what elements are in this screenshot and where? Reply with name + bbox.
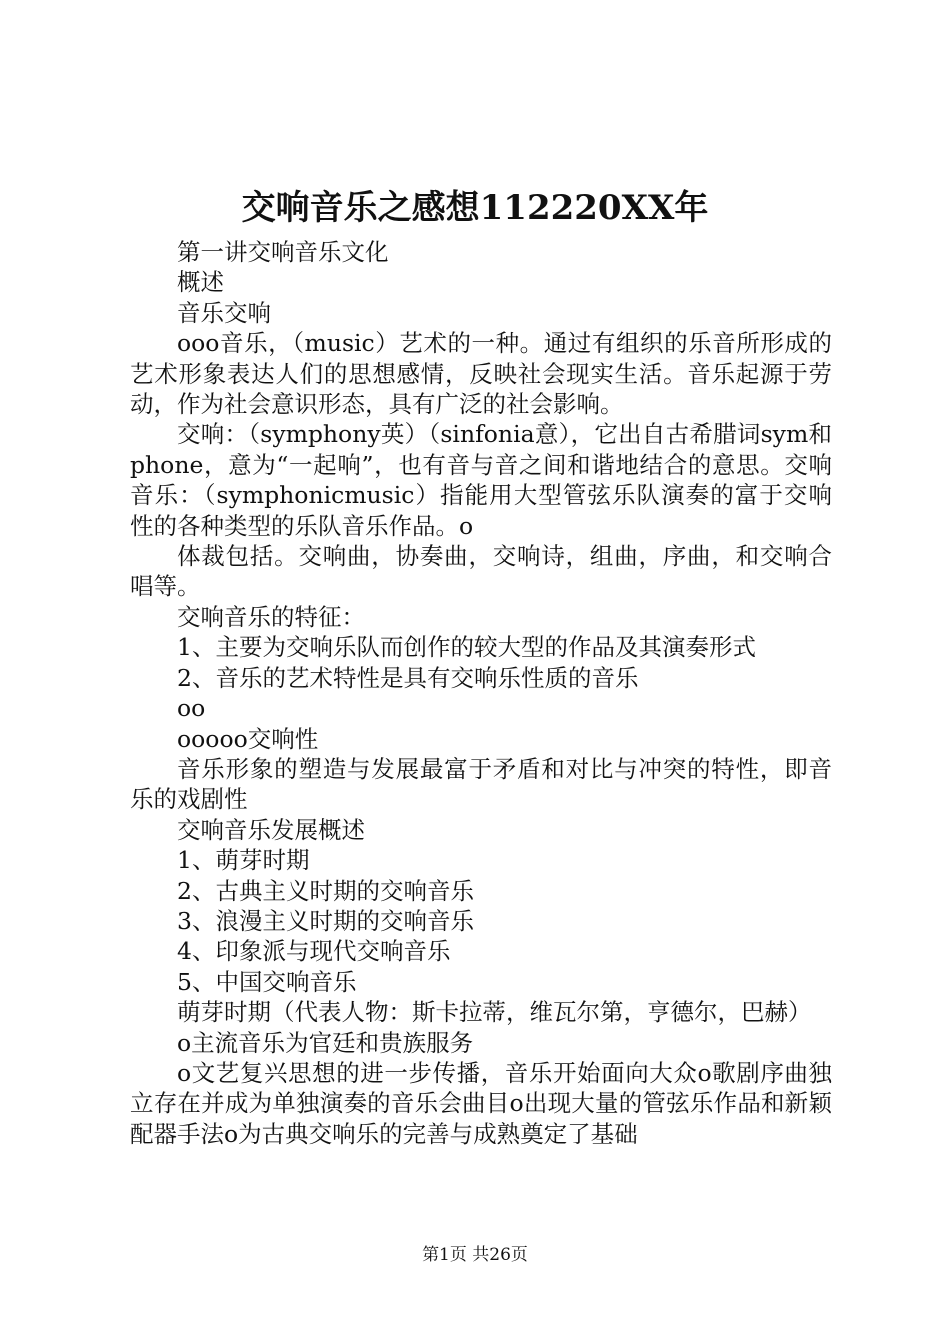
paragraph: 交响：（symphony英）（sinfonia意），它出自古希腊词sym和phone，意为“一起响”，也有音与音之间和谐地结合的意思。交响音乐：（symphonicmusic）指能用大型管弦乐队演奏的富于交响性的各种类型的乐队音乐作品。o bbox=[130, 420, 832, 540]
paragraph: ooo音乐，（music）艺术的一种。通过有组织的乐音所形成的艺术形象表达人们的思想感情，反映社会现实生活。音乐起源于劳动，作为社会意识形态，具有广泛的社会影响。 bbox=[130, 329, 832, 419]
paragraph: o文艺复兴思想的进一步传播，音乐开始面向大众o歌剧序曲独立存在并成为单独演奏的音乐会曲目o出现大量的管弦乐作品和新颖配器手法o为古典交响乐的完善与成熟奠定了基础 bbox=[130, 1058, 832, 1148]
paragraph: oo bbox=[177, 694, 206, 723]
paragraph: 交响音乐的特征： bbox=[177, 602, 365, 631]
page-footer: 第1页 共26页 bbox=[422, 1245, 528, 1265]
paragraph: 5、中国交响音乐 bbox=[177, 967, 357, 996]
paragraph: 4、印象派与现代交响音乐 bbox=[177, 937, 451, 966]
paragraph: 1、主要为交响乐队而创作的较大型的作品及其演奏形式 bbox=[177, 633, 756, 662]
paragraph: 萌芽时期（代表人物：斯卡拉蒂，维瓦尔第，亨德尔，巴赫） bbox=[177, 998, 812, 1027]
paragraph: ooooo交响性 bbox=[177, 724, 319, 753]
paragraph: o主流音乐为官廷和贵族服务 bbox=[177, 1028, 474, 1057]
paragraph: 概述 bbox=[177, 268, 224, 297]
document-title: 交响音乐之感想112220XX年 bbox=[241, 188, 709, 228]
paragraph: 3、浪漫主义时期的交响音乐 bbox=[177, 906, 474, 935]
paragraph: 交响音乐发展概述 bbox=[177, 815, 365, 844]
paragraph: 2、音乐的艺术特性是具有交响乐性质的音乐 bbox=[177, 663, 639, 692]
paragraph: 2、古典主义时期的交响音乐 bbox=[177, 876, 474, 905]
paragraph: 音乐形象的塑造与发展最富于矛盾和对比与冲突的特性，即音乐的戏剧性 bbox=[130, 754, 832, 814]
document-body bbox=[130, 237, 832, 1149]
paragraph: 第一讲交响音乐文化 bbox=[177, 238, 389, 266]
paragraph: 1、萌芽时期 bbox=[177, 846, 310, 875]
paragraph: 体裁包括。交响曲，协奏曲，交响诗，组曲，序曲，和交响合唱等。 bbox=[130, 542, 832, 601]
paragraph: 音乐交响 bbox=[177, 298, 271, 327]
